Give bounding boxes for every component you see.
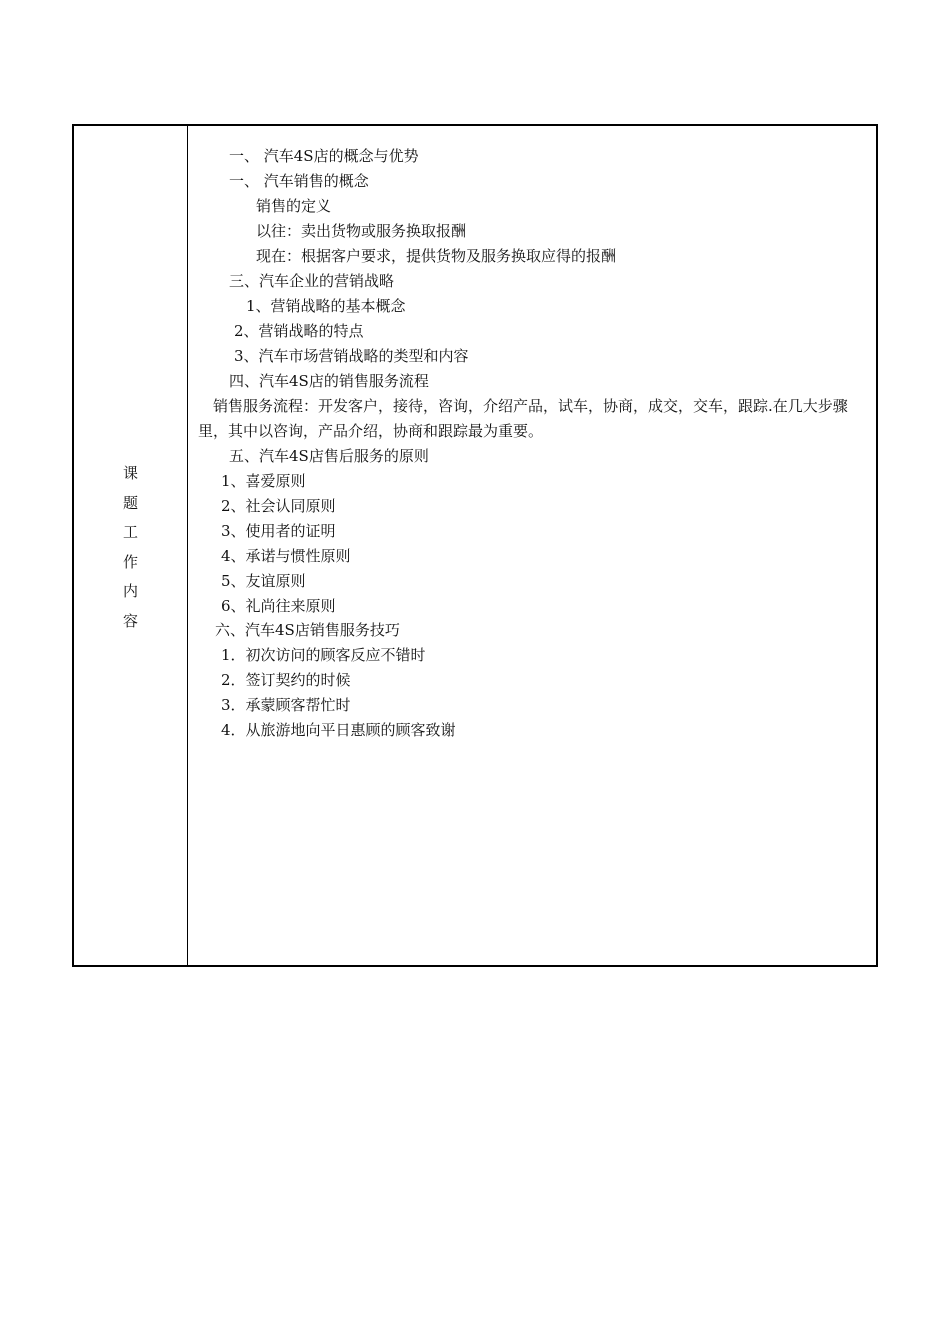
heading-line: 三、汽车企业的营销战略 — [229, 272, 395, 290]
list-item: 4、承诺与惯性原则 — [221, 547, 351, 565]
content-cell — [188, 126, 876, 965]
list-item: 3、汽车市场营销战略的类型和内容 — [234, 347, 469, 365]
list-item: 3、使用者的证明 — [221, 522, 336, 540]
text-line: 现在：根据客户要求，提供货物及服务换取应得的报酬 — [256, 247, 617, 265]
list-item: 6、礼尚往来原则 — [221, 597, 336, 615]
label-char: 课 — [122, 464, 138, 482]
heading-line: 五、汽车4S店售后服务的原则 — [229, 447, 429, 465]
work-content-table — [72, 124, 878, 967]
list-item: 4．从旅游地向平日惠顾的顾客致谢 — [221, 721, 456, 739]
label-char: 内 — [122, 582, 138, 600]
list-item: 2、社会认同原则 — [221, 497, 336, 515]
label-char: 作 — [122, 552, 138, 571]
label-cell — [74, 126, 187, 965]
paragraph: 销售服务流程：开发客户，接待，咨询，介绍产品，试车，协商，成交，交车，跟踪.在几大步骤里，其中以咨询，产品介绍，协商和跟踪最为重要。 — [198, 397, 848, 440]
heading-line: 一、 汽车4S店的概念与优势 — [229, 147, 419, 165]
heading-line: 六、汽车4S店销售服务技巧 — [215, 621, 400, 639]
heading-line: 一、 汽车销售的概念 — [229, 172, 369, 190]
list-item: 1、喜爱原则 — [221, 472, 306, 490]
list-item: 3．承蒙顾客帮忙时 — [221, 696, 351, 714]
label-char: 题 — [122, 493, 138, 512]
list-item: 2．签订契约的时候 — [221, 671, 351, 689]
text-line: 以往：卖出货物或服务换取报酬 — [256, 222, 467, 240]
heading-line: 四、汽车4S店的销售服务流程 — [229, 372, 429, 390]
text-line: 销售的定义 — [256, 197, 332, 215]
label-char: 工 — [122, 523, 138, 541]
label-char: 容 — [122, 611, 138, 630]
label-vertical-text — [74, 459, 187, 636]
list-item: 1、营销战略的基本概念 — [246, 297, 406, 315]
list-item: 1．初次访问的顾客反应不错时 — [221, 646, 426, 664]
list-item: 5、友谊原则 — [221, 572, 306, 590]
list-item: 2、营销战略的特点 — [234, 322, 364, 340]
